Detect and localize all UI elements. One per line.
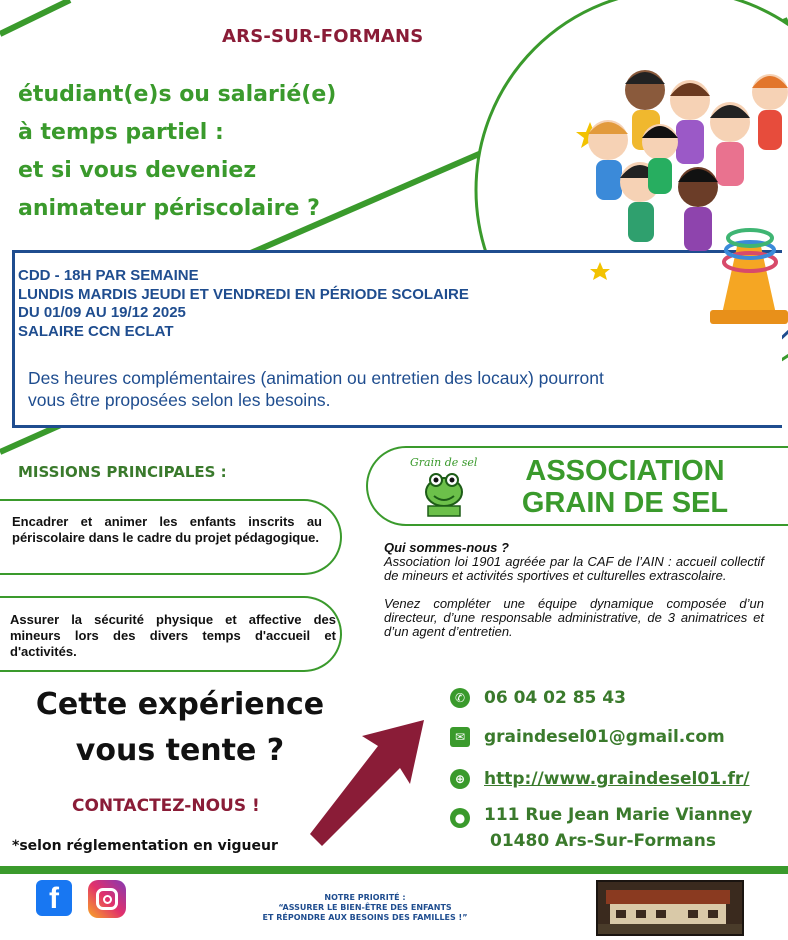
website-row[interactable]	[450, 769, 749, 789]
extra-hours-note: Des heures complémentaires (animation ou entretien des locaux) pourront vous être proposées selon les besoins.	[28, 368, 604, 410]
email-address[interactable]: graindesel01@gmail.com	[484, 727, 725, 747]
headline	[18, 76, 388, 228]
priority-line: “ASSURER LE BIEN-ÊTRE DES ENFANTS	[278, 903, 452, 912]
facebook-icon[interactable]: f	[36, 880, 72, 916]
phone-number[interactable]: 06 04 02 85 43	[484, 688, 626, 708]
association-name	[490, 455, 760, 519]
contact-us-label: CONTACTEZ-NOUS !	[72, 796, 260, 816]
instagram-icon[interactable]	[88, 880, 126, 918]
headline-line: étudiant(e)s ou salarié(e)	[18, 82, 337, 107]
location-pin-icon: ●	[450, 808, 470, 828]
cta-question-line: Cette expérience	[35, 687, 325, 722]
priority-line: ET RÉPONDRE AUX BESOINS DES FAMILLES !”	[262, 913, 468, 922]
building-photo	[596, 880, 744, 936]
work-days: LUNDIS MARDIS JEUDI ET VENDREDI EN PÉRIODE SCOLAIRE	[18, 285, 469, 303]
phone-row[interactable]	[450, 688, 626, 708]
missions-title: MISSIONS PRINCIPALES :	[18, 463, 227, 481]
contract-period: DU 01/09 AU 19/12 2025	[18, 304, 186, 321]
address-street: 111 Rue Jean Marie Vianney	[484, 805, 753, 825]
headline-line: et si vous deveniez	[18, 158, 257, 183]
grain-de-sel-logo	[404, 452, 484, 520]
kids-illustration	[570, 62, 788, 332]
globe-icon: ⊕	[450, 769, 470, 789]
address-city: 01480 Ars-Sur-Formans	[490, 831, 716, 851]
mission-text: Encadrer et animer les enfants inscrits au périscolaire dans le cadre du projet pédagogique.	[12, 514, 322, 545]
about-section	[384, 541, 764, 639]
address-row	[450, 805, 752, 851]
priority-statement	[210, 893, 520, 923]
footer-band	[0, 866, 788, 874]
town-name: ARS-SUR-FORMANS	[222, 26, 424, 47]
team-text: Venez compléter une équipe dynamique composée d’un directeur, d’une responsable administrative, de 3 animatrices et d’un agent d’entretien.	[384, 596, 764, 639]
website-link[interactable]: http://www.graindesel01.fr/	[484, 769, 750, 789]
about-title: Qui sommes-nous ?	[384, 540, 509, 555]
association-name-line: ASSOCIATION	[525, 455, 725, 487]
headline-line: à temps partiel :	[18, 120, 224, 145]
cta-question	[10, 682, 350, 774]
salary-info: SALAIRE CCN ECLAT	[18, 322, 174, 340]
cta-question-line: vous tente ?	[75, 733, 285, 768]
priority-title: NOTRE PRIORITÉ :	[324, 893, 406, 902]
mail-icon: ✉	[450, 727, 470, 747]
headline-line: animateur périscolaire ?	[18, 196, 320, 221]
association-name-line: GRAIN DE SEL	[521, 487, 729, 519]
contract-type: CDD - 18H PAR SEMAINE	[18, 267, 199, 284]
whatsapp-icon: ✆	[450, 688, 470, 708]
regulation-note: *selon réglementation en vigueur	[12, 838, 278, 854]
arrow-icon	[300, 712, 435, 852]
about-text: Association loi 1901 agréée par la CAF de l’AIN : accueil collectif de mineurs et activités sportives et culturelles extrascolaire.	[384, 554, 764, 583]
job-conditions	[18, 267, 469, 341]
email-row[interactable]	[450, 727, 725, 747]
svg-text:Grain de sel: Grain de sel	[410, 456, 478, 469]
mission-text: Assurer la sécurité physique et affective des mineurs lors des divers temps d'accueil et d'activités.	[10, 612, 336, 659]
